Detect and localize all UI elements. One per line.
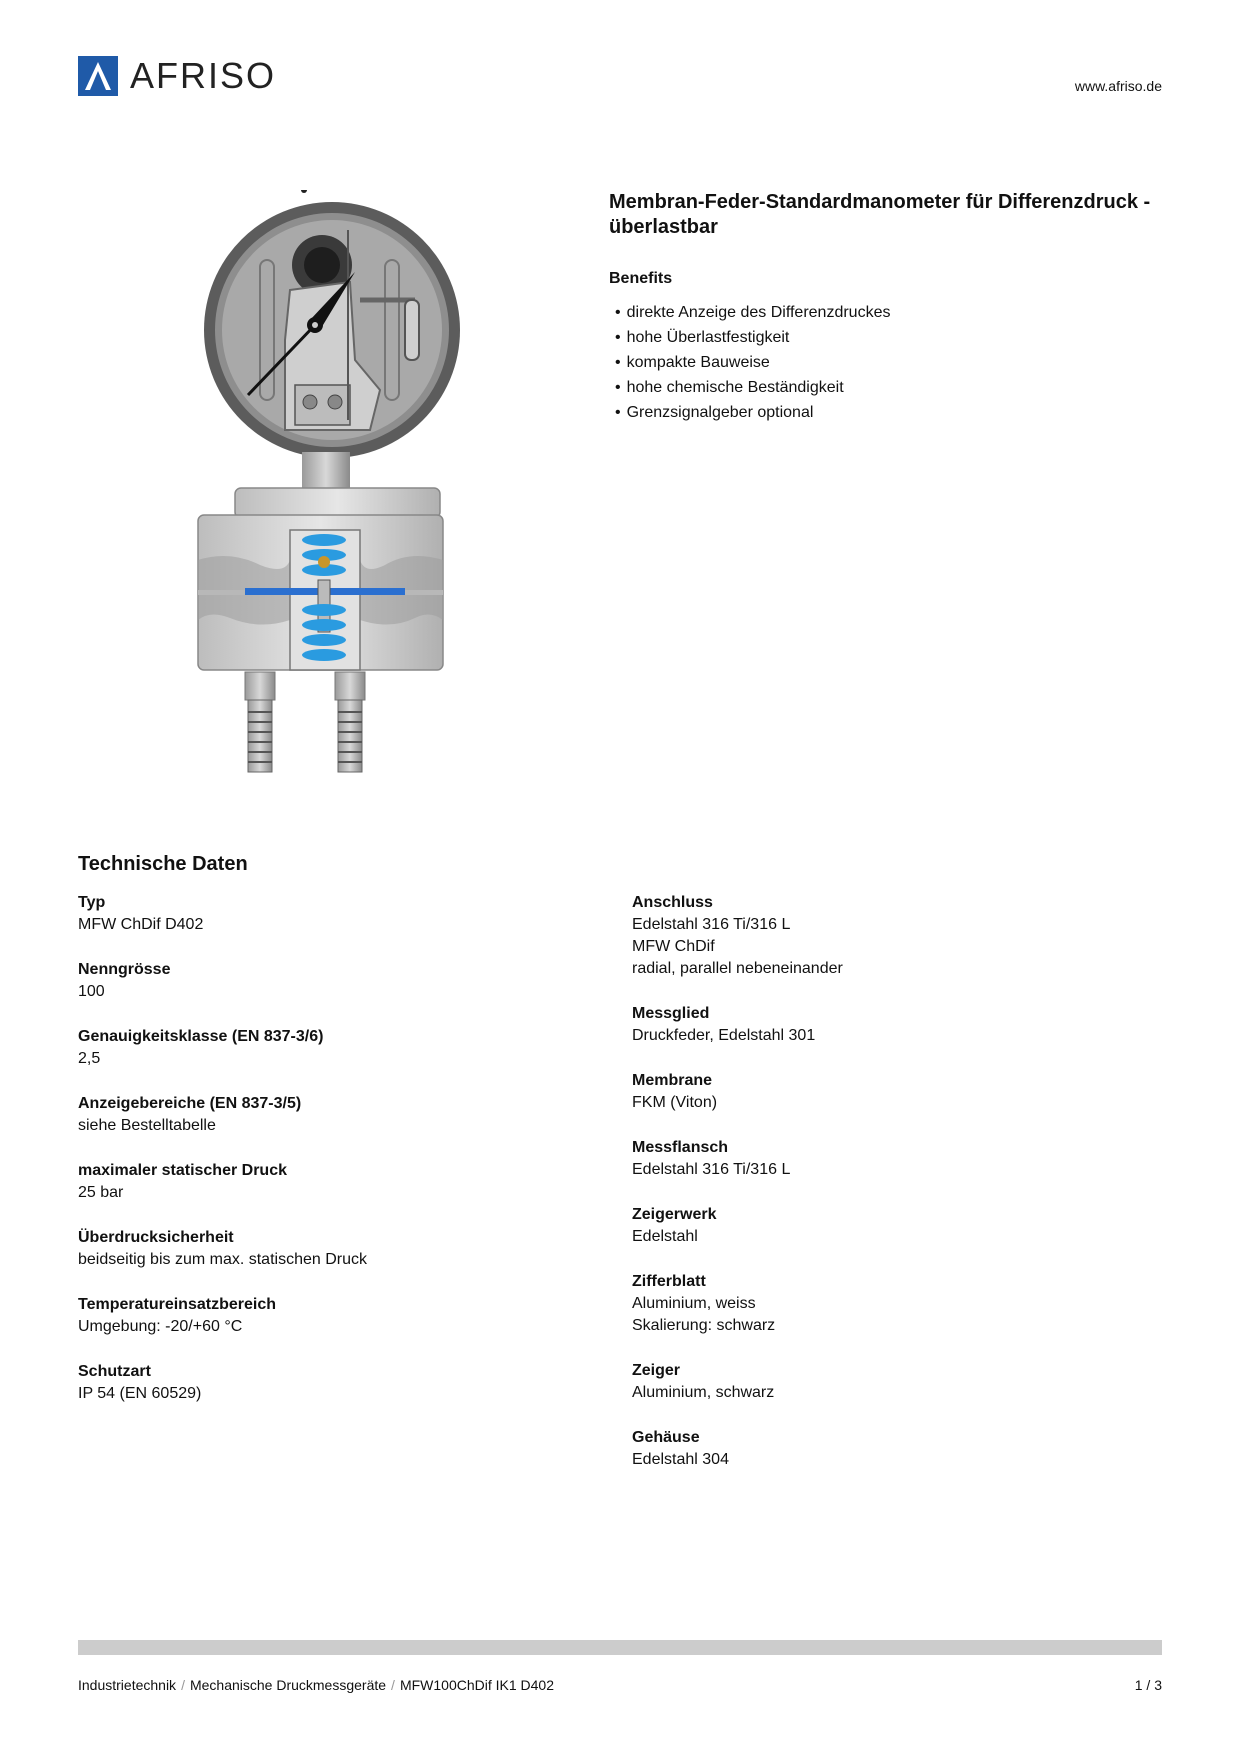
breadcrumb-separator: / — [391, 1677, 395, 1693]
spec-value: 25 bar — [78, 1184, 124, 1201]
spec-label: Genauigkeitsklasse (EN 837-3/6) — [78, 1028, 324, 1045]
spec-label: Messglied — [632, 1005, 710, 1022]
spec-value: Druckfeder, Edelstahl 301 — [632, 1027, 816, 1044]
benefit-item: • kompakte Bauweise — [609, 350, 890, 375]
spec-value: Aluminium, schwarz — [632, 1384, 775, 1401]
spec-value: siehe Bestelltabelle — [78, 1117, 216, 1134]
breadcrumb-item[interactable]: Mechanische Druckmessgeräte — [189, 1677, 387, 1693]
spec-value: beidseitig bis zum max. statischen Druck — [78, 1251, 367, 1268]
afriso-logo — [78, 55, 276, 97]
spec-messglied — [632, 1003, 1112, 1047]
spec-value: IP 54 (EN 60529) — [78, 1385, 202, 1402]
page-number: 1 / 3 — [1134, 1677, 1162, 1693]
spec-messflansch — [632, 1137, 1112, 1181]
spec-label: Nenngrösse — [78, 961, 171, 978]
spec-label: maximaler statischer Druck — [78, 1162, 287, 1179]
spec-label: Anzeigebereiche (EN 837-3/5) — [78, 1095, 302, 1112]
spec-zeigerwerk — [632, 1204, 1112, 1248]
pressure-gauge-illustration — [190, 190, 480, 790]
spec-value: Umgebung: -20/+60 °C — [78, 1318, 243, 1335]
benefit-item: • direkte Anzeige des Differenzdruckes — [609, 300, 890, 325]
spec-label: Typ — [78, 894, 106, 911]
spec-label: Messflansch — [632, 1139, 729, 1156]
spec-label: Zeigerwerk — [632, 1206, 717, 1223]
spec-value: FKM (Viton) — [632, 1094, 718, 1111]
spec-label: Zifferblatt — [632, 1273, 706, 1290]
spec-max-statischer-druck — [78, 1160, 558, 1204]
spec-label: Überdrucksicherheit — [78, 1229, 234, 1246]
spec-value: Aluminium, weiss Skalierung: schwarz — [632, 1295, 776, 1334]
spec-zeiger — [632, 1360, 1112, 1404]
spec-anzeigebereiche — [78, 1093, 558, 1137]
benefit-item: • hohe chemische Beständigkeit — [609, 375, 890, 400]
spec-schutzart — [78, 1361, 558, 1405]
spec-label: Gehäuse — [632, 1429, 700, 1446]
spec-genauigkeitsklasse — [78, 1026, 558, 1070]
spec-anschluss — [632, 892, 1112, 980]
brand-name: AFRISO — [130, 55, 277, 96]
spec-value: 2,5 — [78, 1050, 101, 1067]
benefit-item: • hohe Überlastfestigkeit — [609, 325, 890, 350]
product-title: Membran-Feder-Standardmanometer für Differenzdruck - überlastbar — [609, 191, 1151, 238]
spec-zifferblatt — [632, 1271, 1112, 1337]
breadcrumb-item[interactable]: Industrietechnik — [78, 1677, 177, 1693]
spec-nenngroesse — [78, 959, 558, 1003]
benefit-item: • Grenzsignalgeber optional — [609, 400, 890, 425]
spec-label: Anschluss — [632, 894, 713, 911]
spec-temperatureinsatzbereich — [78, 1294, 558, 1338]
spec-ueberdrucksicherheit — [78, 1227, 558, 1271]
spec-label: Membrane — [632, 1072, 713, 1089]
tech-data-heading: Technische Daten — [78, 853, 248, 875]
spec-label: Schutzart — [78, 1363, 151, 1380]
footer-divider-bar — [78, 1640, 1162, 1655]
benefits-heading: Benefits — [609, 270, 673, 287]
benefits-list — [609, 300, 890, 425]
spec-membrane — [632, 1070, 1112, 1114]
spec-value: 100 — [78, 983, 105, 1000]
afriso-logo-icon — [78, 56, 118, 96]
spec-typ — [78, 892, 558, 936]
spec-gehaeuse — [632, 1427, 1112, 1471]
breadcrumb-item[interactable]: MFW100ChDif IK1 D402 — [399, 1677, 554, 1693]
spec-label: Zeiger — [632, 1362, 681, 1379]
breadcrumb-separator: / — [181, 1677, 185, 1693]
spec-value: Edelstahl 316 Ti/316 L — [632, 1161, 791, 1178]
spec-value: Edelstahl — [632, 1228, 698, 1245]
website-link[interactable]: www.afriso.de — [1074, 78, 1162, 94]
tech-data-left-column — [78, 892, 558, 1428]
tech-data-right-column — [632, 892, 1112, 1494]
spec-value: Edelstahl 316 Ti/316 L MFW ChDif radial, parallel nebeneinander — [632, 916, 843, 977]
spec-label: Temperatureinsatzbereich — [78, 1296, 276, 1313]
breadcrumb — [78, 1677, 554, 1693]
spec-value: Edelstahl 304 — [632, 1451, 729, 1468]
spec-value: MFW ChDif D402 — [78, 916, 204, 933]
